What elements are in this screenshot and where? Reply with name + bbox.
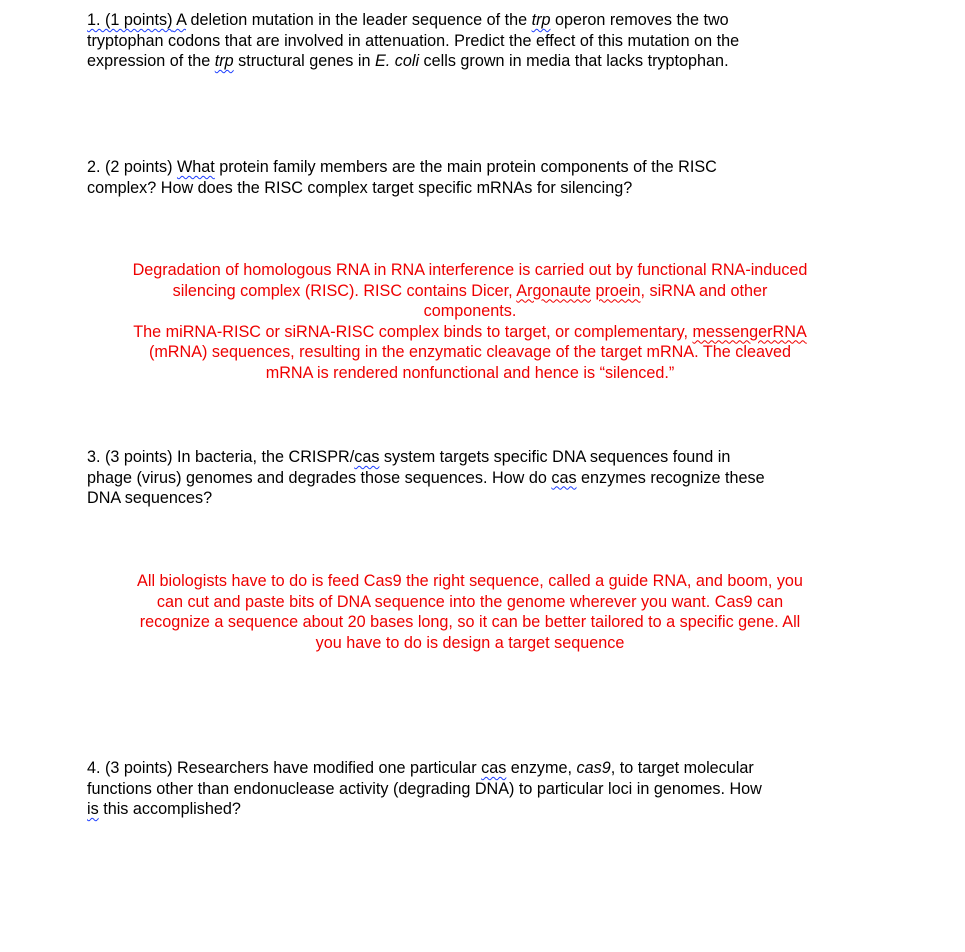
answer-3-line-2: can cut and paste bits of DNA sequence into the genome wherever you want. Cas9 can [156, 592, 784, 611]
question-1-line-3: expression of the trp structural genes in E. coli cells grown in media that lacks tryptophan. [87, 52, 729, 70]
question-4-line-1: 4. (3 points) Researchers have modified one particular cas enzyme, cas9, to target molecular [87, 759, 754, 777]
question-4-line-2: functions other than endonuclease activity (degrading DNA) to particular loci in genomes. How [87, 779, 762, 798]
answer-2-line-2: silencing complex (RISC). RISC contains Dicer, Argonaute proein, siRNA and other [172, 281, 768, 300]
answer-3 [80, 571, 860, 653]
question-3-line-3: DNA sequences? [87, 489, 213, 507]
answer-2 [80, 260, 860, 383]
answer-2-line-3: components. [423, 302, 517, 320]
question-2-line-2: complex? How does the RISC complex target specific mRNAs for silencing? [87, 178, 633, 197]
question-4 [87, 758, 887, 820]
answer-2-line-6: mRNA is rendered nonfunctional and hence is “silenced.” [265, 363, 675, 382]
question-3-line-2: phage (virus) genomes and degrades those sequences. How do cas enzymes recognize these [87, 468, 765, 487]
answer-2-line-5: (mRNA) sequences, resulting in the enzymatic cleavage of the target mRNA. The cleaved [148, 343, 792, 361]
question-3-line-1: 3. (3 points) In bacteria, the CRISPR/cas system targets specific DNA sequences found in [87, 448, 731, 466]
question-1-line-2: tryptophan codons that are involved in attenuation. Predict the effect of this mutation on the [87, 31, 740, 50]
answer-3-line-1: All biologists have to do is feed Cas9 the right sequence, called a guide RNA, and boom, you [137, 572, 803, 590]
answer-3-line-3: recognize a sequence about 20 bases long, so it can be better tailored to a specific gene. All [139, 613, 801, 631]
question-1 [87, 10, 887, 72]
answer-3-line-4: you have to do is design a target sequence [315, 633, 625, 652]
answer-2-line-4: The miRNA-RISC or siRNA-RISC complex binds to target, or complementary, messengerRNA [133, 322, 807, 341]
question-2-line-1: 2. (2 points) What protein family members are the main protein components of the RISC [87, 158, 717, 176]
question-2 [87, 157, 887, 198]
question-1-line-1: 1. (1 points) A deletion mutation in the leader sequence of the trp operon removes the two [87, 11, 729, 29]
question-4-line-3: is this accomplished? [87, 800, 241, 818]
question-3 [87, 447, 887, 509]
answer-2-line-1: Degradation of homologous RNA in RNA interference is carried out by functional RNA-induced [132, 261, 808, 279]
